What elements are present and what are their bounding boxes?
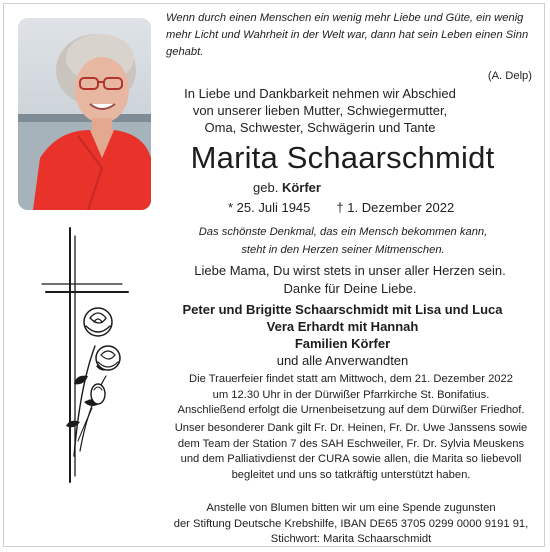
mourner-line: Vera Erhardt mit Hannah [266, 319, 419, 334]
quote-source: (A. Delp) [487, 70, 532, 82]
birth-name-value: Körfer [281, 180, 321, 195]
motto-line: steht in den Herzen seiner Mitmenschen. [241, 244, 445, 256]
quote-line: Wenn durch einen Menschen ein wenig mehr Liebe und Güte, ein wenig [166, 12, 524, 24]
life-dates [228, 200, 454, 215]
birth-date: * 25. Juli 1945 [228, 200, 311, 215]
thanks-line: dem Team der Station 7 des SAH Eschweiler, Fr. Dr. Sylvia Meuskens [177, 437, 525, 450]
acknowledgements [168, 421, 534, 483]
mourner-line: Familien Körfer [294, 336, 391, 351]
deceased-name: Marita Schaarschmidt [190, 140, 495, 175]
thanks-line: und dem Palliativdienst der CURA sowie allen, die Marita so liebevoll [180, 453, 522, 465]
thanks-line: begleitet und uns so tatkräftig unterstützt haben. [231, 468, 471, 481]
opening-quote [166, 10, 534, 61]
mourner-closing: und alle Anverwandten [276, 353, 409, 368]
service-line: Die Trauerfeier findet statt am Mittwoch, dem 21. Dezember 2022 [189, 373, 513, 385]
donation-request [168, 501, 534, 548]
portrait-illustration [18, 18, 151, 210]
mourners-list [170, 301, 515, 369]
quote-line: gehabt. [166, 46, 204, 58]
portrait-photo [18, 18, 151, 210]
funeral-service-info [168, 372, 534, 419]
service-line: um 12.30 Uhr in der Dürwißer Pfarrkirche St. Bonifatius. [212, 388, 490, 401]
cross-with-roses-icon [40, 226, 130, 486]
birth-name-prefix: geb. [253, 180, 279, 195]
quote-line: mehr Licht und Wahrheit in der Welt war, dann hat sein Leben einen Sinn [166, 29, 529, 41]
personal-message [185, 262, 515, 298]
intro-line: In Liebe und Dankbarkeit nehmen wir Abschied [184, 86, 456, 101]
message-line: Liebe Mama, Du wirst stets in unser aller Herzen sein. [194, 263, 506, 278]
motto-line: Das schönste Denkmal, das ein Mensch bekommen kann, [198, 226, 488, 238]
intro-line: von unserer lieben Mutter, Schwiegermutter, [192, 103, 448, 118]
birth-name [253, 180, 321, 195]
farewell-intro [170, 85, 470, 136]
message-line: Danke für Deine Liebe. [283, 281, 417, 296]
intro-line: Oma, Schwester, Schwägerin und Tante [204, 120, 436, 135]
donation-line: Anstelle von Blumen bitten wir um eine Spende zugunsten [206, 502, 496, 514]
thanks-line: Unser besonderer Dank gilt Fr. Dr. Heinen, Fr. Dr. Uwe Janssens sowie [174, 422, 528, 434]
donation-line: der Stiftung Deutsche Krebshilfe, IBAN DE65 3705 0299 0000 9191 91, [173, 517, 529, 530]
service-line: Anschließend erfolgt die Urnenbeisetzung auf dem Dürwißer Friedhof. [177, 404, 525, 416]
memorial-motto [183, 223, 503, 259]
mourner-line: Peter und Brigitte Schaarschmidt mit Lisa und Luca [182, 302, 503, 317]
donation-line: Stichwort: Marita Schaarschmidt [270, 533, 432, 545]
death-date: † 1. Dezember 2022 [336, 200, 455, 215]
